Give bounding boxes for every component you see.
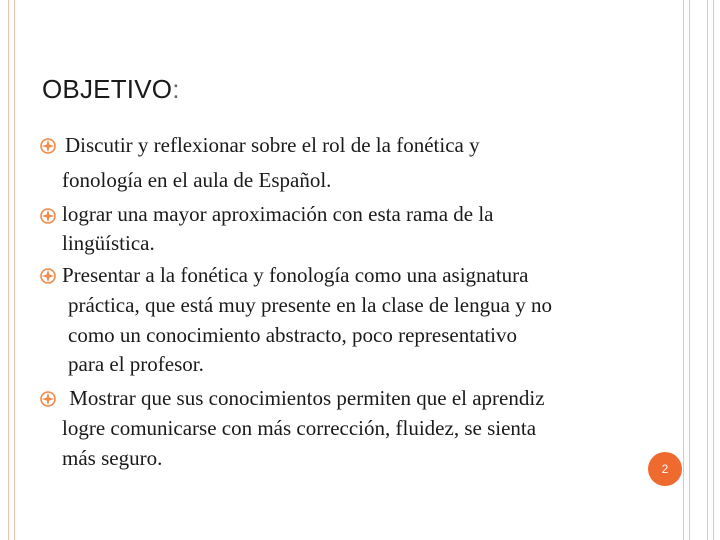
frame-line-right-1 bbox=[683, 0, 684, 540]
frame-line-right-3 bbox=[707, 0, 708, 540]
bullet-3-line-1: Presentar a la fonética y fonología como una asignatura bbox=[62, 263, 529, 287]
compass-star-icon bbox=[40, 138, 56, 154]
frame-line-right-4 bbox=[713, 0, 714, 540]
bullet-1-line-2: fonología en el aula de Español. bbox=[62, 168, 332, 192]
frame-line-left-outer bbox=[8, 0, 9, 540]
bullet-4-line-3: más seguro. bbox=[62, 446, 163, 470]
bullet-3-line-4: para el profesor. bbox=[68, 352, 204, 376]
compass-star-icon bbox=[40, 268, 56, 284]
slide-title bbox=[42, 74, 180, 105]
slide-title-colon: : bbox=[172, 74, 180, 104]
frame-line-right-2 bbox=[689, 0, 690, 540]
frame-line-left-inner bbox=[14, 0, 15, 540]
bullet-3-line-2: práctica, que está muy presente en la clase de lengua y no bbox=[68, 293, 552, 317]
bullet-3-line-3: como un conocimiento abstracto, poco representativo bbox=[68, 323, 518, 347]
compass-star-icon bbox=[40, 208, 56, 224]
compass-star-icon bbox=[40, 391, 56, 407]
bullet-2-line-2: lingüística. bbox=[62, 231, 155, 255]
bullet-4-line-1: Mostrar que sus conocimientos permiten que el aprendiz bbox=[64, 386, 545, 410]
bullet-2-line-1: lograr una mayor aproximación con esta rama de la bbox=[62, 202, 494, 226]
bullet-4-line-2: logre comunicarse con más corrección, fluidez, se sienta bbox=[62, 416, 537, 440]
page-number-badge: 2 bbox=[648, 452, 682, 486]
bullet-1-line-1: Discutir y reflexionar sobre el rol de la fonética y bbox=[65, 133, 480, 157]
slide-title-text: OBJETIVO bbox=[42, 74, 173, 104]
